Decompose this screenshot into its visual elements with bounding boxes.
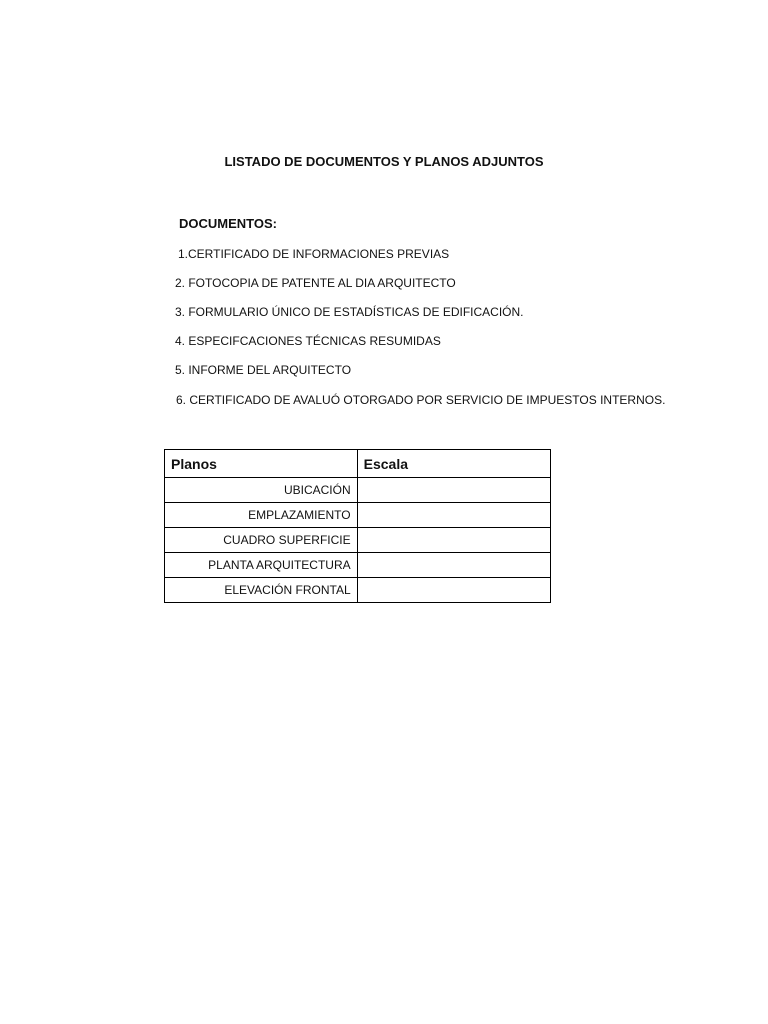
plano-name: EMPLAZAMIENTO <box>165 503 358 528</box>
document-item: 3. FORMULARIO ÚNICO DE ESTADÍSTICAS DE EDIFICACIÓN. <box>175 305 524 319</box>
plano-name: CUADRO SUPERFICIE <box>165 528 358 553</box>
plano-name: UBICACIÓN <box>165 478 358 503</box>
planos-header: Planos <box>165 450 358 478</box>
document-title: LISTADO DE DOCUMENTOS Y PLANOS ADJUNTOS <box>224 154 544 169</box>
document-item: 5. INFORME DEL ARQUITECTO <box>175 363 352 377</box>
table-header-row <box>165 450 551 478</box>
escala-cell <box>357 503 550 528</box>
table-row <box>165 528 551 553</box>
escala-header: Escala <box>357 450 550 478</box>
document-item: 1.CERTIFICADO DE INFORMACIONES PREVIAS <box>178 247 450 261</box>
table-row <box>165 553 551 578</box>
escala-cell <box>357 528 550 553</box>
escala-cell <box>357 578 550 603</box>
document-item: 6. CERTIFICADO DE AVALUÓ OTORGADO POR SERVICIO DE IMPUESTOS INTERNOS. <box>176 393 666 407</box>
escala-cell <box>357 553 550 578</box>
plano-name: PLANTA ARQUITECTURA <box>165 553 358 578</box>
planos-table <box>164 449 551 603</box>
document-item: 2. FOTOCOPIA DE PATENTE AL DIA ARQUITECTO <box>175 276 456 290</box>
escala-cell <box>357 478 550 503</box>
table-row <box>165 578 551 603</box>
documents-heading: DOCUMENTOS: <box>179 216 277 231</box>
plano-name: ELEVACIÓN FRONTAL <box>165 578 358 603</box>
table-row <box>165 478 551 503</box>
document-item: 4. ESPECIFCACIONES TÉCNICAS RESUMIDAS <box>175 334 441 348</box>
table-row <box>165 503 551 528</box>
